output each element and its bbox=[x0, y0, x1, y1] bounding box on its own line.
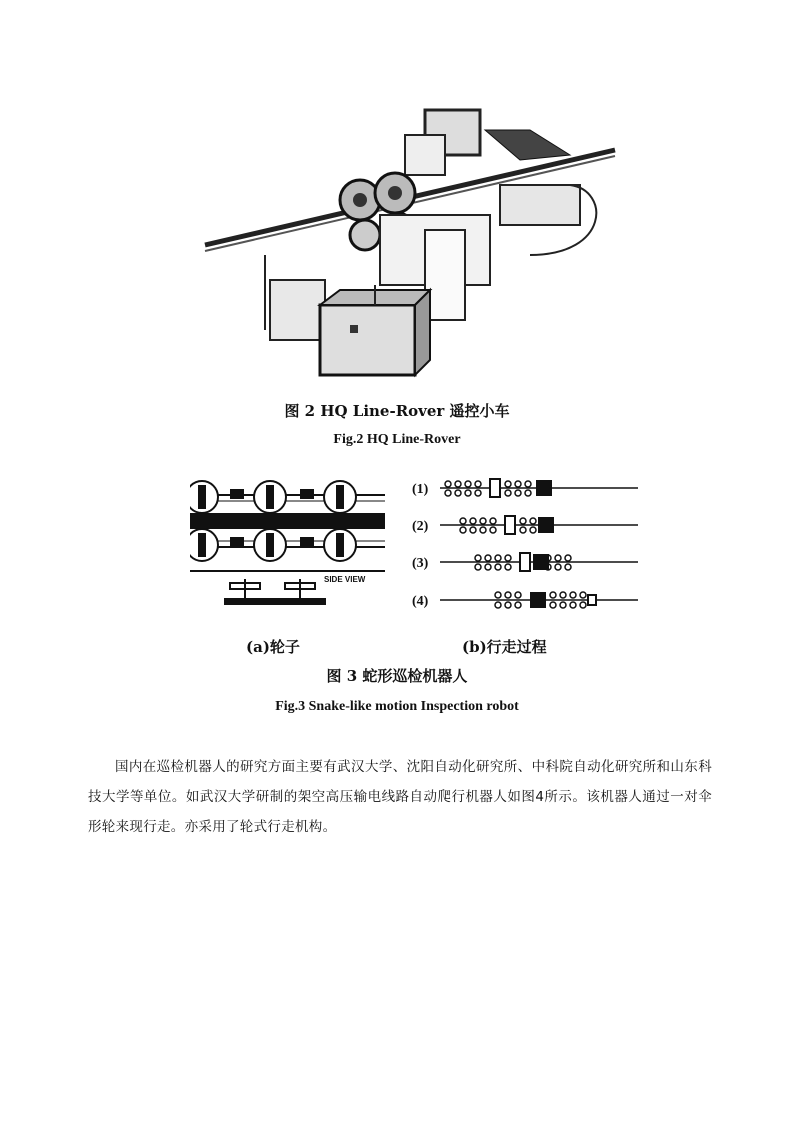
figure-3a-wheels-diagram bbox=[190, 475, 390, 615]
figure-3-caption-en: Fig.3 Snake-like motion Inspection robot bbox=[275, 699, 519, 714]
figure-2-caption-en: Fig.2 HQ Line-Rover bbox=[333, 432, 461, 447]
figure-2-robot-photo bbox=[200, 95, 620, 380]
figure-3-caption-cn: 图 3 蛇形巡检机器人 bbox=[326, 667, 468, 685]
step-label-1: (1) bbox=[412, 482, 429, 497]
figure-2-caption-cn: 图 2 HQ Line-Rover 遥控小车 bbox=[284, 402, 510, 420]
step-label-3: (3) bbox=[412, 556, 429, 571]
figure-3a-caption: (a)轮子 bbox=[246, 638, 300, 656]
figure-3b-caption: (b)行走过程 bbox=[462, 638, 547, 656]
body-paragraph: 国内在巡检机器人的研究方面主要有武汉大学、沈阳自动化研究所、中科院自动化研究所和山东科技大学等单位。如武汉大学研制的架空高压输电线路自动爬行机器人如图4所示。该机器人通过一对伞形轮来现行走。亦采用了轮式行走机构。 bbox=[88, 758, 712, 835]
figure-3b-walking-process-diagram bbox=[408, 475, 648, 615]
step-label-4: (4) bbox=[412, 594, 429, 609]
side-view-label: SIDE VIEW bbox=[324, 575, 366, 584]
step-label-2: (2) bbox=[412, 519, 429, 534]
